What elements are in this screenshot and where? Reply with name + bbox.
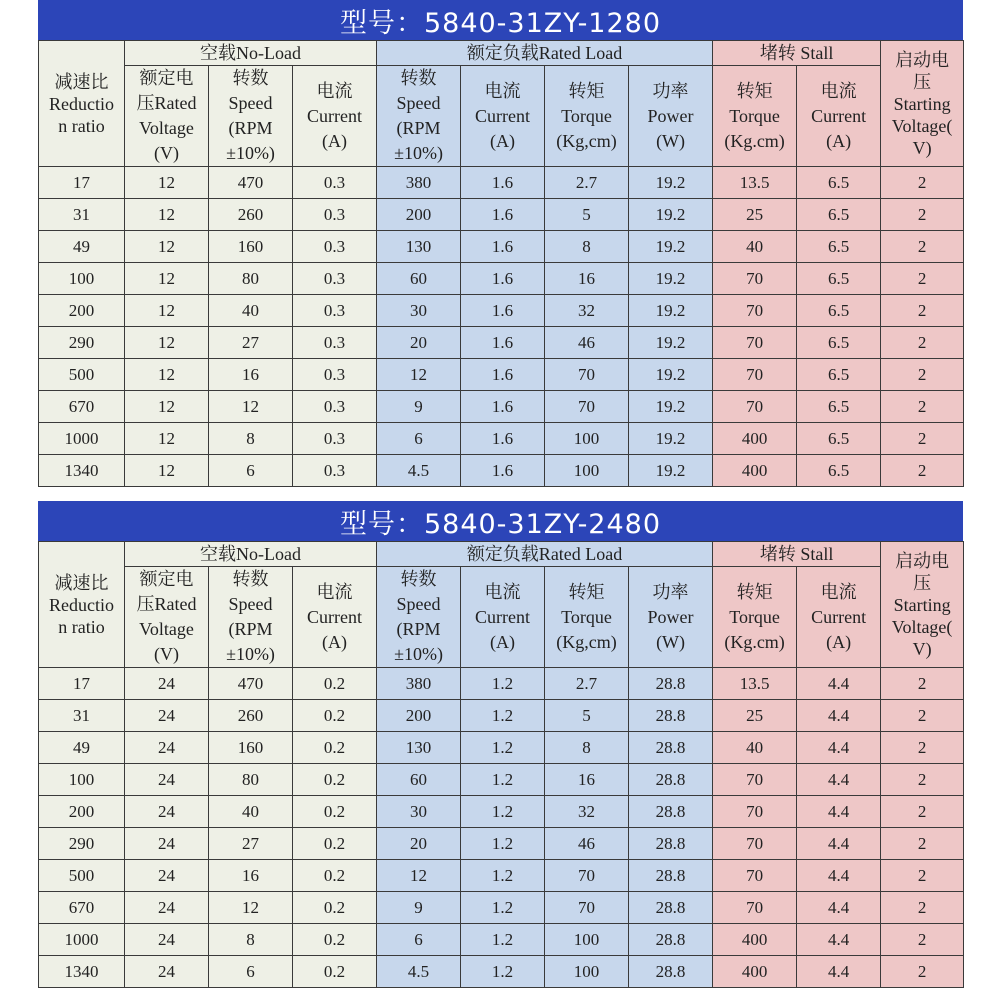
table-row	[39, 327, 964, 359]
header-rated-speed: 转数 Speed (RPM ±10%)	[377, 567, 461, 668]
cell-no-load-speed: 470	[209, 167, 293, 199]
cell-reduction-ratio: 31	[39, 700, 125, 732]
cell-stall-torque: 70	[713, 391, 797, 423]
cell-rated-voltage: 24	[125, 860, 209, 892]
cell-starting-voltage: 2	[881, 892, 964, 924]
table-row	[39, 199, 964, 231]
group-rated-load: 额定负载Rated Load	[377, 542, 713, 567]
cell-stall-torque: 400	[713, 423, 797, 455]
cell-reduction-ratio: 31	[39, 199, 125, 231]
cell-rated-speed: 60	[377, 764, 461, 796]
cell-rated-current: 1.2	[461, 892, 545, 924]
cell-rated-power: 19.2	[629, 263, 713, 295]
cell-starting-voltage: 2	[881, 263, 964, 295]
cell-rated-voltage: 12	[125, 231, 209, 263]
header-starting-voltage: 启动电 压 Starting Voltage( V)	[881, 41, 964, 167]
cell-stall-torque: 70	[713, 860, 797, 892]
cell-stall-torque: 13.5	[713, 167, 797, 199]
cell-stall-current: 6.5	[797, 167, 881, 199]
cell-no-load-current: 0.3	[293, 359, 377, 391]
cell-stall-current: 4.4	[797, 860, 881, 892]
cell-stall-torque: 70	[713, 263, 797, 295]
cell-rated-current: 1.2	[461, 828, 545, 860]
table-row	[39, 828, 964, 860]
cell-no-load-speed: 40	[209, 295, 293, 327]
header-no-load-speed: 转数 Speed (RPM ±10%)	[209, 567, 293, 668]
cell-starting-voltage: 2	[881, 455, 964, 487]
cell-starting-voltage: 2	[881, 295, 964, 327]
header-stall-torque: 转矩 Torque (Kg.cm)	[713, 567, 797, 668]
cell-rated-current: 1.6	[461, 391, 545, 423]
header-no-load-speed: 转数 Speed (RPM ±10%)	[209, 66, 293, 167]
cell-rated-torque: 5	[545, 199, 629, 231]
cell-rated-voltage: 24	[125, 828, 209, 860]
cell-stall-current: 6.5	[797, 231, 881, 263]
cell-reduction-ratio: 670	[39, 391, 125, 423]
cell-stall-current: 6.5	[797, 423, 881, 455]
cell-rated-torque: 8	[545, 732, 629, 764]
header-rated-current: 电流 Current (A)	[461, 567, 545, 668]
cell-reduction-ratio: 500	[39, 359, 125, 391]
cell-rated-voltage: 24	[125, 668, 209, 700]
table-row	[39, 892, 964, 924]
cell-no-load-speed: 160	[209, 732, 293, 764]
cell-rated-current: 1.6	[461, 455, 545, 487]
cell-stall-torque: 40	[713, 231, 797, 263]
cell-rated-speed: 6	[377, 423, 461, 455]
cell-starting-voltage: 2	[881, 764, 964, 796]
cell-rated-power: 19.2	[629, 327, 713, 359]
table-row	[39, 956, 964, 988]
cell-no-load-speed: 8	[209, 423, 293, 455]
cell-rated-current: 1.2	[461, 956, 545, 988]
cell-starting-voltage: 2	[881, 796, 964, 828]
cell-rated-torque: 100	[545, 956, 629, 988]
cell-rated-power: 28.8	[629, 668, 713, 700]
cell-no-load-speed: 6	[209, 455, 293, 487]
cell-stall-torque: 400	[713, 956, 797, 988]
cell-no-load-current: 0.3	[293, 199, 377, 231]
cell-rated-torque: 2.7	[545, 668, 629, 700]
cell-reduction-ratio: 1000	[39, 924, 125, 956]
cell-no-load-speed: 260	[209, 700, 293, 732]
header-reduction-ratio: 减速比 Reductio n ratio	[39, 542, 125, 668]
header-no-load-current: 电流 Current (A)	[293, 66, 377, 167]
cell-stall-current: 6.5	[797, 263, 881, 295]
cell-stall-current: 4.4	[797, 796, 881, 828]
header-stall-torque: 转矩 Torque (Kg.cm)	[713, 66, 797, 167]
model-title: 型号：5840-31ZY-2480	[38, 501, 963, 541]
cell-reduction-ratio: 500	[39, 860, 125, 892]
cell-rated-speed: 6	[377, 924, 461, 956]
cell-stall-current: 4.4	[797, 828, 881, 860]
table-row	[39, 796, 964, 828]
cell-no-load-current: 0.3	[293, 391, 377, 423]
table-row	[39, 359, 964, 391]
cell-rated-torque: 100	[545, 924, 629, 956]
table-row	[39, 764, 964, 796]
table-row	[39, 423, 964, 455]
cell-rated-torque: 8	[545, 231, 629, 263]
group-no-load: 空载No-Load	[125, 542, 377, 567]
header-rated-power: 功率 Power (W)	[629, 66, 713, 167]
cell-stall-current: 4.4	[797, 764, 881, 796]
cell-rated-current: 1.6	[461, 167, 545, 199]
cell-stall-current: 4.4	[797, 956, 881, 988]
cell-rated-speed: 380	[377, 668, 461, 700]
cell-stall-torque: 70	[713, 764, 797, 796]
header-stall-current: 电流 Current (A)	[797, 567, 881, 668]
cell-rated-speed: 4.5	[377, 455, 461, 487]
cell-no-load-current: 0.2	[293, 732, 377, 764]
table-row	[39, 732, 964, 764]
header-rated-current: 电流 Current (A)	[461, 66, 545, 167]
cell-rated-torque: 16	[545, 764, 629, 796]
cell-no-load-speed: 16	[209, 359, 293, 391]
cell-rated-power: 28.8	[629, 860, 713, 892]
cell-starting-voltage: 2	[881, 732, 964, 764]
cell-rated-power: 19.2	[629, 199, 713, 231]
cell-no-load-current: 0.2	[293, 668, 377, 700]
cell-starting-voltage: 2	[881, 359, 964, 391]
cell-no-load-speed: 16	[209, 860, 293, 892]
cell-rated-torque: 70	[545, 860, 629, 892]
cell-rated-current: 1.6	[461, 423, 545, 455]
cell-rated-current: 1.2	[461, 668, 545, 700]
cell-rated-speed: 30	[377, 295, 461, 327]
cell-no-load-current: 0.3	[293, 295, 377, 327]
cell-stall-current: 6.5	[797, 327, 881, 359]
header-rated-torque: 转矩 Torque (Kg,cm)	[545, 567, 629, 668]
cell-stall-torque: 40	[713, 732, 797, 764]
cell-reduction-ratio: 49	[39, 231, 125, 263]
cell-rated-torque: 46	[545, 327, 629, 359]
cell-stall-torque: 70	[713, 892, 797, 924]
cell-rated-current: 1.2	[461, 796, 545, 828]
group-stall: 堵转 Stall	[713, 41, 881, 66]
cell-reduction-ratio: 1340	[39, 455, 125, 487]
cell-stall-torque: 25	[713, 199, 797, 231]
cell-rated-power: 28.8	[629, 764, 713, 796]
header-starting-voltage: 启动电 压 Starting Voltage( V)	[881, 542, 964, 668]
cell-rated-current: 1.6	[461, 327, 545, 359]
cell-rated-torque: 32	[545, 295, 629, 327]
cell-reduction-ratio: 17	[39, 167, 125, 199]
cell-no-load-current: 0.3	[293, 263, 377, 295]
header-rated-power: 功率 Power (W)	[629, 567, 713, 668]
spec-table-block-1	[38, 0, 963, 487]
cell-starting-voltage: 2	[881, 199, 964, 231]
cell-rated-power: 19.2	[629, 295, 713, 327]
cell-rated-speed: 4.5	[377, 956, 461, 988]
cell-rated-power: 19.2	[629, 359, 713, 391]
cell-reduction-ratio: 49	[39, 732, 125, 764]
cell-rated-voltage: 24	[125, 764, 209, 796]
table-row	[39, 231, 964, 263]
cell-reduction-ratio: 290	[39, 327, 125, 359]
cell-no-load-current: 0.2	[293, 956, 377, 988]
table-row	[39, 924, 964, 956]
cell-rated-current: 1.2	[461, 860, 545, 892]
cell-rated-speed: 20	[377, 828, 461, 860]
cell-rated-torque: 70	[545, 359, 629, 391]
cell-rated-power: 19.2	[629, 167, 713, 199]
cell-rated-voltage: 12	[125, 455, 209, 487]
cell-starting-voltage: 2	[881, 668, 964, 700]
cell-stall-torque: 13.5	[713, 668, 797, 700]
cell-rated-speed: 130	[377, 231, 461, 263]
header-rated-torque: 转矩 Torque (Kg,cm)	[545, 66, 629, 167]
cell-stall-current: 6.5	[797, 455, 881, 487]
cell-stall-current: 6.5	[797, 295, 881, 327]
cell-rated-power: 19.2	[629, 391, 713, 423]
cell-rated-current: 1.2	[461, 700, 545, 732]
cell-reduction-ratio: 290	[39, 828, 125, 860]
cell-no-load-speed: 160	[209, 231, 293, 263]
cell-rated-speed: 9	[377, 391, 461, 423]
cell-rated-voltage: 12	[125, 327, 209, 359]
cell-rated-current: 1.6	[461, 199, 545, 231]
cell-rated-speed: 200	[377, 199, 461, 231]
table-row	[39, 391, 964, 423]
table-row	[39, 167, 964, 199]
cell-reduction-ratio: 100	[39, 263, 125, 295]
cell-stall-current: 6.5	[797, 359, 881, 391]
cell-rated-speed: 9	[377, 892, 461, 924]
cell-stall-torque: 400	[713, 455, 797, 487]
cell-no-load-current: 0.2	[293, 892, 377, 924]
cell-reduction-ratio: 1000	[39, 423, 125, 455]
cell-rated-torque: 70	[545, 391, 629, 423]
cell-rated-voltage: 12	[125, 391, 209, 423]
cell-stall-torque: 70	[713, 796, 797, 828]
cell-rated-voltage: 24	[125, 924, 209, 956]
cell-no-load-speed: 80	[209, 263, 293, 295]
cell-rated-power: 19.2	[629, 455, 713, 487]
cell-rated-voltage: 24	[125, 796, 209, 828]
cell-no-load-current: 0.2	[293, 924, 377, 956]
cell-rated-voltage: 12	[125, 263, 209, 295]
cell-rated-power: 19.2	[629, 423, 713, 455]
cell-stall-current: 6.5	[797, 391, 881, 423]
cell-stall-current: 4.4	[797, 892, 881, 924]
cell-stall-torque: 70	[713, 327, 797, 359]
spec-table	[38, 541, 964, 988]
cell-rated-current: 1.2	[461, 924, 545, 956]
cell-rated-speed: 20	[377, 327, 461, 359]
cell-no-load-current: 0.3	[293, 231, 377, 263]
cell-rated-voltage: 12	[125, 199, 209, 231]
cell-rated-voltage: 12	[125, 359, 209, 391]
header-rated-speed: 转数 Speed (RPM ±10%)	[377, 66, 461, 167]
table-row	[39, 295, 964, 327]
cell-rated-power: 28.8	[629, 796, 713, 828]
cell-no-load-speed: 12	[209, 391, 293, 423]
cell-starting-voltage: 2	[881, 828, 964, 860]
cell-rated-torque: 32	[545, 796, 629, 828]
cell-no-load-current: 0.2	[293, 764, 377, 796]
cell-rated-speed: 12	[377, 860, 461, 892]
cell-reduction-ratio: 1340	[39, 956, 125, 988]
cell-no-load-current: 0.2	[293, 796, 377, 828]
cell-stall-torque: 400	[713, 924, 797, 956]
cell-rated-speed: 130	[377, 732, 461, 764]
cell-starting-voltage: 2	[881, 167, 964, 199]
model-title: 型号：5840-31ZY-1280	[38, 0, 963, 40]
cell-rated-power: 28.8	[629, 924, 713, 956]
cell-rated-speed: 200	[377, 700, 461, 732]
cell-no-load-speed: 260	[209, 199, 293, 231]
cell-rated-torque: 16	[545, 263, 629, 295]
cell-rated-power: 28.8	[629, 956, 713, 988]
cell-no-load-speed: 40	[209, 796, 293, 828]
cell-no-load-current: 0.3	[293, 167, 377, 199]
cell-no-load-current: 0.3	[293, 455, 377, 487]
cell-no-load-speed: 27	[209, 828, 293, 860]
cell-rated-torque: 100	[545, 455, 629, 487]
cell-stall-current: 4.4	[797, 924, 881, 956]
cell-no-load-current: 0.2	[293, 828, 377, 860]
cell-rated-speed: 380	[377, 167, 461, 199]
header-rated-voltage: 额定电 压Rated Voltage (V)	[125, 66, 209, 167]
cell-no-load-speed: 12	[209, 892, 293, 924]
cell-rated-power: 19.2	[629, 231, 713, 263]
cell-rated-voltage: 24	[125, 700, 209, 732]
header-no-load-current: 电流 Current (A)	[293, 567, 377, 668]
cell-starting-voltage: 2	[881, 327, 964, 359]
cell-starting-voltage: 2	[881, 231, 964, 263]
cell-rated-voltage: 12	[125, 423, 209, 455]
cell-no-load-current: 0.2	[293, 860, 377, 892]
cell-rated-voltage: 24	[125, 892, 209, 924]
header-reduction-ratio: 减速比 Reductio n ratio	[39, 41, 125, 167]
cell-no-load-speed: 470	[209, 668, 293, 700]
cell-starting-voltage: 2	[881, 924, 964, 956]
cell-rated-power: 28.8	[629, 732, 713, 764]
cell-no-load-speed: 8	[209, 924, 293, 956]
cell-rated-power: 28.8	[629, 700, 713, 732]
cell-rated-current: 1.6	[461, 295, 545, 327]
cell-rated-current: 1.6	[461, 231, 545, 263]
cell-starting-voltage: 2	[881, 956, 964, 988]
cell-rated-torque: 100	[545, 423, 629, 455]
cell-starting-voltage: 2	[881, 860, 964, 892]
cell-rated-speed: 60	[377, 263, 461, 295]
cell-stall-current: 4.4	[797, 700, 881, 732]
cell-no-load-speed: 6	[209, 956, 293, 988]
cell-no-load-current: 0.3	[293, 423, 377, 455]
cell-rated-current: 1.2	[461, 764, 545, 796]
cell-stall-current: 4.4	[797, 668, 881, 700]
cell-rated-torque: 2.7	[545, 167, 629, 199]
cell-rated-torque: 5	[545, 700, 629, 732]
cell-starting-voltage: 2	[881, 700, 964, 732]
header-rated-voltage: 额定电 压Rated Voltage (V)	[125, 567, 209, 668]
cell-rated-speed: 12	[377, 359, 461, 391]
header-stall-current: 电流 Current (A)	[797, 66, 881, 167]
table-row	[39, 263, 964, 295]
cell-stall-current: 6.5	[797, 199, 881, 231]
cell-starting-voltage: 2	[881, 391, 964, 423]
cell-stall-torque: 70	[713, 359, 797, 391]
cell-rated-power: 28.8	[629, 892, 713, 924]
cell-reduction-ratio: 17	[39, 668, 125, 700]
cell-no-load-current: 0.2	[293, 700, 377, 732]
cell-rated-current: 1.2	[461, 732, 545, 764]
cell-rated-current: 1.6	[461, 263, 545, 295]
cell-stall-torque: 70	[713, 828, 797, 860]
cell-reduction-ratio: 100	[39, 764, 125, 796]
spec-table	[38, 40, 964, 487]
table-row	[39, 860, 964, 892]
cell-rated-current: 1.6	[461, 359, 545, 391]
table-row	[39, 455, 964, 487]
cell-stall-torque: 25	[713, 700, 797, 732]
cell-reduction-ratio: 200	[39, 796, 125, 828]
cell-stall-torque: 70	[713, 295, 797, 327]
cell-no-load-current: 0.3	[293, 327, 377, 359]
cell-rated-voltage: 12	[125, 295, 209, 327]
cell-rated-voltage: 24	[125, 732, 209, 764]
group-no-load: 空载No-Load	[125, 41, 377, 66]
cell-no-load-speed: 80	[209, 764, 293, 796]
cell-reduction-ratio: 200	[39, 295, 125, 327]
table-row	[39, 700, 964, 732]
cell-rated-power: 28.8	[629, 828, 713, 860]
cell-rated-torque: 46	[545, 828, 629, 860]
cell-rated-speed: 30	[377, 796, 461, 828]
cell-stall-current: 4.4	[797, 732, 881, 764]
cell-starting-voltage: 2	[881, 423, 964, 455]
cell-reduction-ratio: 670	[39, 892, 125, 924]
cell-rated-voltage: 12	[125, 167, 209, 199]
cell-no-load-speed: 27	[209, 327, 293, 359]
spec-table-block-2	[38, 501, 963, 988]
table-row	[39, 668, 964, 700]
cell-rated-torque: 70	[545, 892, 629, 924]
group-stall: 堵转 Stall	[713, 542, 881, 567]
cell-rated-voltage: 24	[125, 956, 209, 988]
group-rated-load: 额定负载Rated Load	[377, 41, 713, 66]
